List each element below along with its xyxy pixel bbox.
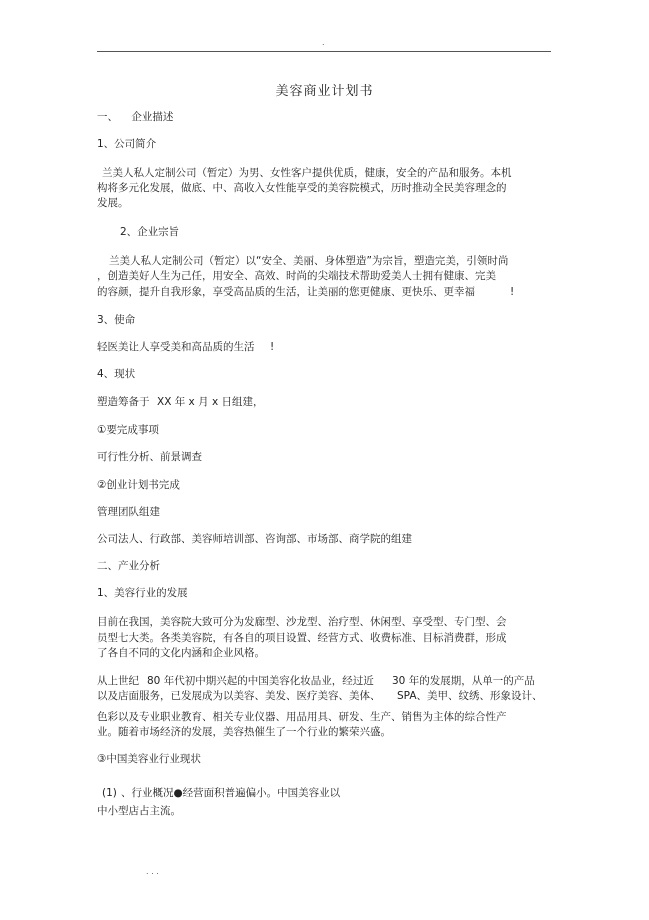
- status-heading: 4、现状: [97, 368, 136, 380]
- purpose-end-mark: !: [510, 286, 515, 298]
- mission-heading: 3、使命: [97, 314, 136, 326]
- industry-dev-line-2: 员型七大类。各类美容院，有各自的项目设置、经营方式、收费标准、目标消费群，形成: [97, 632, 507, 644]
- industry-dev-line-1: 目前在我国，美容院大致可分为发廊型、沙龙型、治疗型、休闲型、享受型、专门型、会: [97, 616, 507, 628]
- overview-line-1: 、行业概况●经营面积普遍偏小。中国美容业以: [121, 787, 341, 799]
- history-line-1b: 80 年代初中期兴起的中国美容化妆品业，经过近: [147, 675, 374, 687]
- history-line-1a: 从上世纪: [97, 675, 139, 687]
- overview-line-2: 中小型店占主流。: [97, 805, 181, 817]
- overview-num: (1): [102, 787, 117, 799]
- status-text-a: 塑造筹备于: [97, 396, 150, 408]
- purpose-line-3: 的容颜，提升自我形象，享受高品质的生活，让美丽的您更健康、更快乐、更幸福: [97, 286, 475, 298]
- section-2-heading: 二、产业分析: [97, 560, 160, 572]
- industry-dev-line-3: 了各自不同的文化内涵和企业风格。: [97, 647, 265, 659]
- departments-item: 公司法人、行政部、美容师培训部、咨询部、市场部、商学院的组建: [97, 533, 412, 545]
- team-item: 管理团队组建: [97, 506, 160, 518]
- mission-text: 轻医美让人享受美和高品质的生活: [97, 341, 255, 353]
- company-intro-heading: 1、公司简介: [97, 138, 157, 150]
- purpose-line-1: 兰美人私人定制公司（暂定）以“安全、美丽、身体塑造”为宗旨，塑造完美，引领时尚: [109, 255, 509, 267]
- status-text-b: XX 年 x 月 x 日组建，: [157, 396, 264, 408]
- purpose-line-2: ，创造美好人生为己任，用安全、高效、时尚的尖端技术帮助爱美人士拥有健康、完美: [97, 270, 496, 282]
- todo-heading: ①要完成事项: [97, 424, 159, 436]
- history-line-3: 色彩以及专业职业教育、相关专业仪器、用品用具、研发、生产、销售为主体的综合性产: [97, 711, 507, 723]
- header-mark: .: [322, 38, 325, 47]
- history-line-1c: 30 年的发展期，从单一的产品: [392, 675, 535, 687]
- todo-item-1: 可行性分析、前景调查: [97, 451, 202, 463]
- history-line-4: 业。随着市场经济的发展，美容热催生了一个行业的繁荣兴盛。: [97, 726, 391, 738]
- footer-mark: . . .: [146, 867, 159, 876]
- section-1-heading: 一、 企业描述: [97, 111, 174, 123]
- industry-status-heading: ③中国美容业行业现状: [97, 753, 201, 765]
- document-title: 美容商业计划书: [275, 84, 374, 99]
- company-intro-line-1: 兰美人私人定制公司（暂定）为男、女性客户提供优质，健康，安全的产品和服务。本机: [102, 167, 512, 179]
- plan-item: ②创业计划书完成: [97, 479, 180, 491]
- company-intro-line-3: 发展。: [97, 197, 129, 209]
- purpose-heading: 2、企业宗旨: [120, 226, 180, 238]
- company-intro-line-2: 构将多元化发展，做底、中、高收入女性能享受的美容院模式，历时推动全民美容理念的: [97, 182, 507, 194]
- mission-end-mark: !: [270, 341, 275, 353]
- industry-dev-heading: 1、美容行业的发展: [97, 587, 188, 599]
- history-line-2a: 以及店面服务，已发展成为以美容、美发、医疗美容、美体、: [97, 690, 381, 702]
- header-rule: [97, 51, 551, 52]
- history-line-2b: SPA、美甲、纹绣、形象设计、: [397, 690, 543, 702]
